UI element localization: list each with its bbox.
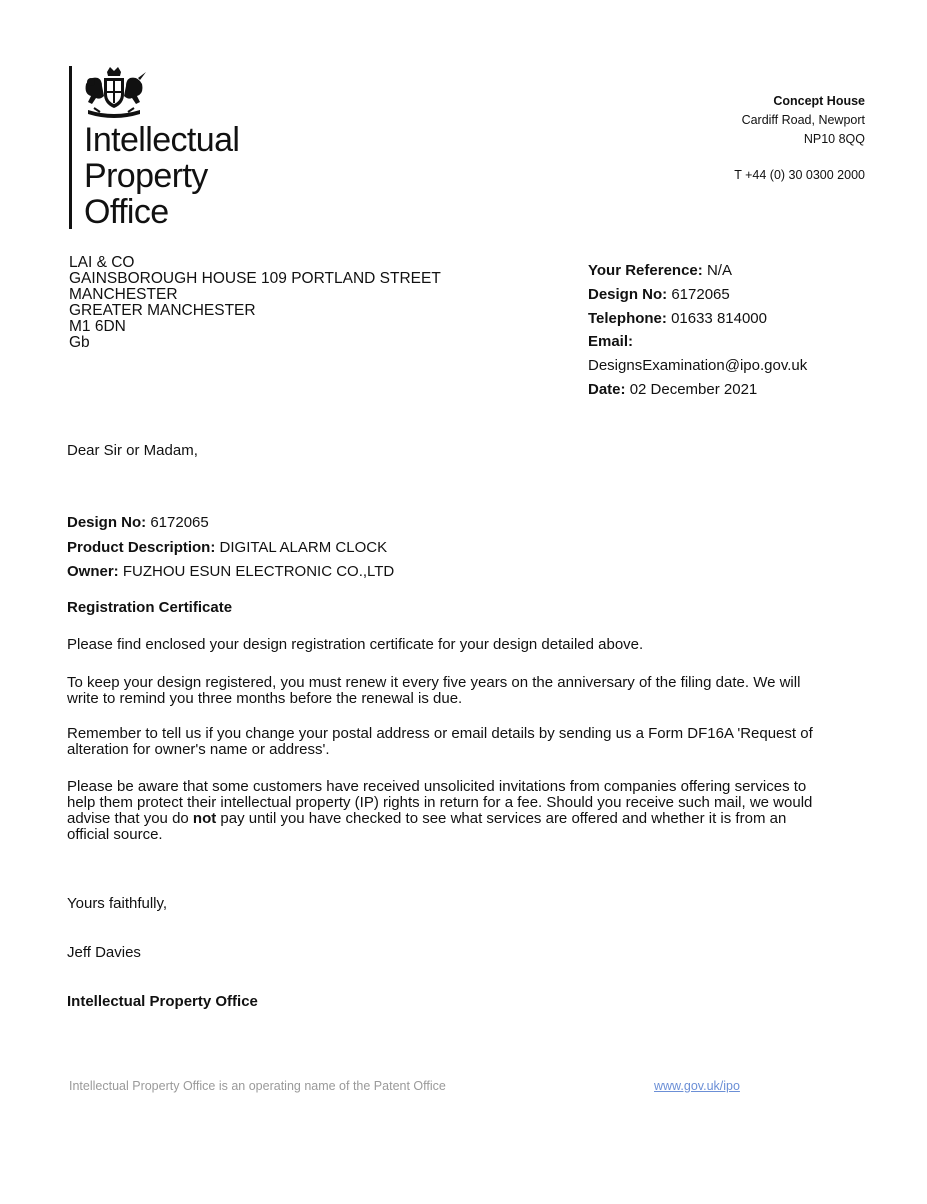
product-description-value: DIGITAL ALARM CLOCK xyxy=(219,538,388,556)
recipient-address xyxy=(69,255,441,351)
paragraph-line: official source. xyxy=(67,826,163,843)
product-description xyxy=(67,536,394,561)
recipient-line: Gb xyxy=(69,334,90,351)
office-address xyxy=(742,92,865,149)
recipient-line: GREATER MANCHESTER xyxy=(69,302,256,319)
telephone-row xyxy=(588,307,807,331)
paragraph-line: Remember to tell us if you change your postal address or email details by sending us a Form DF16A 'Request of xyxy=(67,725,813,742)
recipient-line: MANCHESTER xyxy=(69,286,178,303)
footer-website-link[interactable]: www.gov.uk/ipo xyxy=(654,1079,740,1093)
recipient-line: LAI & CO xyxy=(69,254,135,271)
design-no-detail-value: 6172065 xyxy=(150,514,209,531)
closing: Yours faithfully, xyxy=(67,895,168,912)
paragraph-fragment: pay until you have checked to see what services are offered and whether it is from an xyxy=(216,810,787,827)
owner-value: FUZHOU ESUN ELECTRONIC CO.,LTD xyxy=(122,563,395,580)
your-reference-label: Your Reference: xyxy=(588,262,703,279)
email-row xyxy=(588,330,807,354)
office-telephone: T +44 (0) 30 0300 2000 xyxy=(734,168,865,182)
telephone-value: 01633 814000 xyxy=(671,309,767,327)
your-reference-row xyxy=(588,259,807,283)
office-street: Cardiff Road, Newport xyxy=(741,113,865,127)
reference-block xyxy=(588,259,807,402)
section-heading: Registration Certificate xyxy=(67,599,233,616)
office-postcode: NP10 8QQ xyxy=(803,132,865,146)
signoff-organisation: Intellectual Property Office xyxy=(67,993,258,1010)
design-no-detail xyxy=(67,511,394,536)
paragraph-renewal xyxy=(67,675,867,707)
design-no-detail-label: Design No: xyxy=(67,514,147,531)
recipient-line: M1 6DN xyxy=(69,318,126,335)
design-no-row xyxy=(588,283,807,307)
recipient-line: GAINSBOROUGH HOUSE 109 PORTLAND STREET xyxy=(69,270,441,287)
owner xyxy=(67,560,394,585)
paragraph-enclosed xyxy=(67,637,867,653)
design-no-label: Design No: xyxy=(588,285,668,303)
logo-divider-bar xyxy=(69,66,72,229)
paragraph-line xyxy=(67,811,867,827)
royal-coat-of-arms-icon xyxy=(80,66,148,122)
paragraph-line: Please find enclosed your design registration certificate for your design detailed above. xyxy=(67,636,644,653)
paragraph-fragment: advise that you do xyxy=(67,810,193,827)
paragraph-line: help them protect their intellectual property (IP) rights in return for a fee. Should you receive such mail, we would xyxy=(67,794,813,811)
paragraph-line: alteration for owner's name or address'. xyxy=(67,741,330,758)
paragraph-line: To keep your design registered, you must renew it every five years on the anniversary of the filing date. We will xyxy=(67,674,801,691)
date-row xyxy=(588,378,807,402)
product-description-label: Product Description: xyxy=(67,538,216,556)
paragraph-line: write to remind you three months before the renewal is due. xyxy=(67,690,463,707)
paragraph-warning xyxy=(67,779,867,843)
date-value: 02 December 2021 xyxy=(629,380,758,398)
logo-line: Intellectual xyxy=(84,121,240,159)
logo-line: Office xyxy=(84,193,169,231)
telephone-label: Telephone: xyxy=(588,309,667,327)
your-reference-value: N/A xyxy=(706,262,732,279)
email-value: DesignsExamination@ipo.gov.uk xyxy=(588,357,808,375)
paragraph-address-change xyxy=(67,726,867,758)
emphasis-not: not xyxy=(192,810,217,827)
date-label: Date: xyxy=(588,380,626,398)
design-details xyxy=(67,511,394,585)
logo-wordmark xyxy=(84,122,239,230)
owner-label: Owner: xyxy=(67,563,119,580)
email-label: Email: xyxy=(588,333,634,351)
footer-note: Intellectual Property Office is an operating name of the Patent Office xyxy=(69,1079,446,1093)
design-no-value: 6172065 xyxy=(671,285,730,303)
office-name: Concept House xyxy=(773,94,865,108)
paragraph-line: Please be aware that some customers have received unsolicited invitations from companies offering services to xyxy=(67,778,807,795)
signer-name: Jeff Davies xyxy=(67,944,141,961)
salutation: Dear Sir or Madam, xyxy=(67,442,198,459)
logo-line: Property xyxy=(84,157,208,195)
